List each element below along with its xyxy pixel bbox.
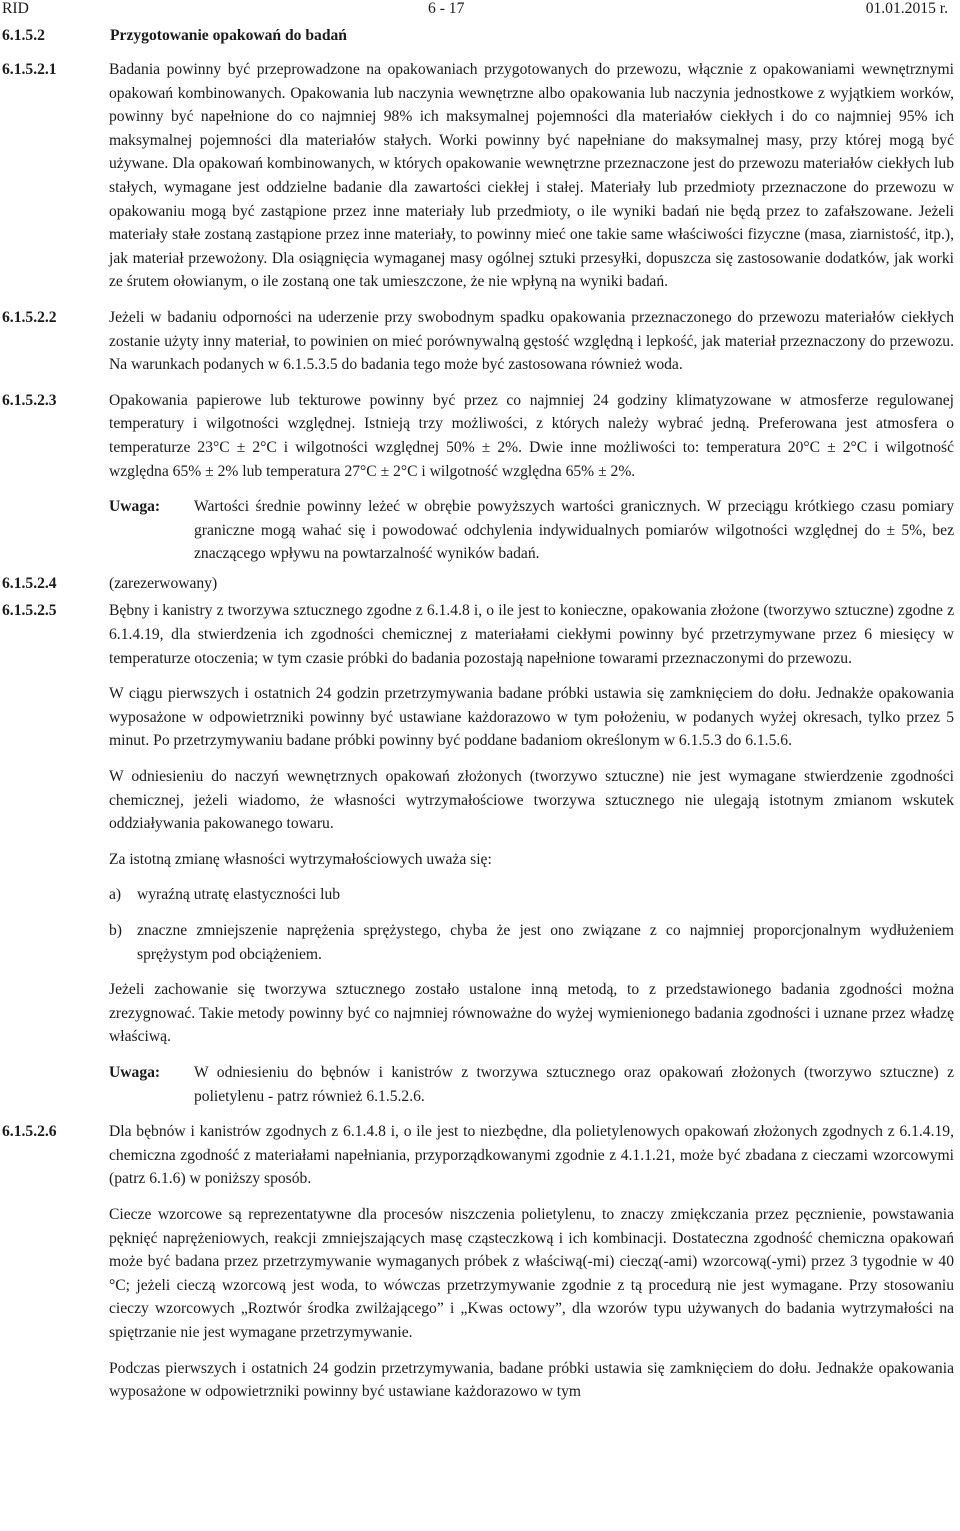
paragraph: Jeżeli zachowanie się tworzywa sztucznego zostało ustalone inną metodą, to z przedstawionego badania zgodności można zrezygnować. Takie metody powinny być co najmniej równoważne do wyżej wymienionego badania zgodności i uznane przez władzę właściwą. <box>109 981 954 1046</box>
document-body <box>0 58 960 1404</box>
list-text: wyraźną utratę elastyczności lub <box>137 886 341 904</box>
paragraph: Jeżeli w badaniu odporności na uderzenie przy swobodnym spadku opakowania przeznaczonego do przewozu materiałów ciekłych zostanie użyty inny materiał, to powinien on mieć porównywalną gęstość względną i lepkość, jak materiał przeznaczony do przewozu. Na warunkach podanych w 6.1.5.3.5 do badania tego może być zastosowana również woda. <box>109 308 954 374</box>
paragraph: Bębny i kanistry z tworzywa sztucznego zgodne z 6.1.4.8 i, o ile jest to konieczne, opakowania złożone (tworzywo sztuczne) zgodne z 6.1.4.19, dla stwierdzenia ich zgodności chemicznej z materiałami ciekłymi powinny być przetrzymywane przez 6 miesięcy w temperaturze otoczenia; w tym czasie próbki do badania pozostają napełnione towarami przeznaczonymi do przewozu. <box>109 602 954 667</box>
paragraph: W ciągu pierwszych i ostatnich 24 godzin przetrzymywania badane próbki ustawia się zamknięciem do dołu. Jednakże opakowania wyposażone w odpowietrzniki powinny być ustawiane każdorazowo w tym położeniu, w podanych wyżej okresach, tylko przez 5 minut. Po przetrzymywaniu badane próbki powinny być poddane badaniom określonym w 6.1.5.3 do 6.1.5.6. <box>109 685 954 750</box>
note-text: W odniesieniu do bębnów i kanistrów z tworzywa sztucznego oraz opakowań złożonych (tworzywo sztuczne) z polietylenu - patrz również 6.1.5.2.6. <box>194 1063 954 1105</box>
note <box>109 1061 954 1108</box>
paragraph: (zarezerwowany) <box>109 574 218 592</box>
note-label: Uwaga: <box>109 1063 161 1081</box>
list-item <box>109 919 954 966</box>
paragraph: Podczas pierwszych i ostatnich 24 godzin przetrzymywania, badane próbki ustawia się zamknięciem do dołu. Jednakże opakowania wyposażone w odpowietrzniki powinny być ustawiane każdorazowo w tym <box>109 1359 954 1401</box>
section-number: 6.1.5.2.4 <box>2 574 57 592</box>
section-6-1-5-2-1 <box>0 58 960 294</box>
list-marker: a) <box>109 886 122 904</box>
list-item <box>109 883 954 907</box>
header-date: 01.01.2015 r. <box>865 0 948 17</box>
note <box>109 495 954 566</box>
list-marker: b) <box>109 922 122 939</box>
section-6-1-5-2-6 <box>0 1120 960 1404</box>
section-heading-number: 6.1.5.2 <box>2 27 45 44</box>
section-number: 6.1.5.2.3 <box>2 391 57 409</box>
paragraph: Dla bębnów i kanistrów zgodnych z 6.1.4.8 i, o ile jest to niezbędne, dla polietylenowych opakowań złożonych zgodnych z 6.1.4.19, chemiczna zgodność z materiałami napełniania, przyporządkowanymi zgodnie z 4.1.1.21, może być zbadana z cieczami wzorcowymi (patrz 6.1.6) w poniższy sposób. <box>109 1123 954 1188</box>
note-text: Wartości średnie powinny leżeć w obrębie powyższych wartości granicznych. W przeciągu krótkiego czasu pomiary graniczne mogą wahać się i powodować odchylenia indywidualnych pomiarów wilgotności względnej do ± 5%, bez znaczącego wpływu na powtarzalność wyników badań. <box>194 498 954 563</box>
section-6-1-5-2-2 <box>0 306 960 377</box>
section-6-1-5-2-5 <box>0 599 960 1108</box>
section-number: 6.1.5.2.6 <box>2 1123 57 1141</box>
paragraph: Ciecze wzorcowe są reprezentatywne dla procesów niszczenia polietylenu, to znaczy zmiękczania przez pęcznienie, powstawania pęknięć naprężeniowych, reakcji zmniejszających masę cząsteczkową i ich kombinacji. Dostateczna zgodność chemiczna opakowań może być badana przez przetrzymywanie wymaganych próbek z właściwą(-mi) cieczą(-ami) wzorcową(-ymi) przez 3 tygodnie w 40 °C; jeżeli cieczą wzorcową jest woda, to wówczas przetrzymywanie zgodnie z tą procedurą nie jest wymagane. Przy stosowaniu cieczy wzorcowych „Roztwór środka zwilżającego” i „Kwas octowy”, dla wzorów typu używanych do badania wytrzymałości na spiętrzanie nie jest wymagane przetrzymywanie. <box>109 1205 954 1341</box>
paragraph: Za istotną zmianę własności wytrzymałościowych uważa się: <box>109 850 492 868</box>
list-text: znaczne zmniejszenie naprężenia sprężystego, chyba że jest ono związane z co najmniej proporcjonalnym wydłużeniem sprężystym pod obciążeniem. <box>137 922 954 963</box>
header-left: RID <box>2 0 29 17</box>
section-number: 6.1.5.2.1 <box>2 61 57 78</box>
paragraph: Badania powinny być przeprowadzone na opakowaniach przygotowanych do przewozu, włącznie z opakowaniami wewnętrznymi opakowań kombinowanych. Opakowania lub naczynia wewnętrzne albo opakowania lub naczynia jednostkowe z wyjątkiem worków, powinny być napełnione do co najmniej 98% ich maksymalnej pojemności dla materiałów ciekłych i do co najmniej 95% ich maksymalnej pojemności dla materiałów stałych. Worki powinny być napełniane do maksymalnej masy, przy której mogą być używane. Dla opakowań kombinowanych, w których opakowanie wewnętrzne przeznaczone jest do przewozu materiałów ciekłych lub stałych, wymagane jest oddzielne badanie dla zawartości ciekłej i stałej. Materiały lub przedmioty przeznaczone do przewozu w opakowaniu mogą być zastąpione przez inne materiały lub przedmioty, o ile wyniki badań nie będą przez to zafałszowane. Jeżeli materiały stałe zostaną zastąpione przez inne materiały, to powinny mieć one takie same właściwości fizyczne (masa, ziarnistość, itp.), jak materiał przewożony. Dla osiągnięcia wymaganej masy ogólnej sztuki przesyłki, dopuszcza się zastosowanie dodatków, jak worki ze śrutem ołowianym, o ile zostaną one tak umieszczone, że nie wpłyną na wyniki badań. <box>109 61 954 291</box>
page-header <box>0 0 960 24</box>
page-number: 6 - 17 <box>428 0 465 17</box>
paragraph: W odniesieniu do naczyń wewnętrznych opakowań złożonych (tworzywo sztuczne) nie jest wymagane stwierdzenie zgodności chemicznej, jeżeli wiadomo, że własności wytrzymałościowe tworzywa sztucznego nie ulegają istotnym zmianom wskutek oddziaływania pakowanego towaru. <box>109 768 954 833</box>
section-number: 6.1.5.2.5 <box>2 602 57 620</box>
note-label: Uwaga: <box>109 498 161 516</box>
section-6-1-5-2-4 <box>0 572 960 596</box>
paragraph: Opakowania papierowe lub tekturowe powinny być przez co najmniej 24 godziny klimatyzowane w atmosferze regulowanej temperatury i wilgotności względnej. Istnieją trzy możliwości, z których należy wybrać jedną. Preferowana jest atmosfera o temperaturze 23°C ± 2°C i wilgotności względnej 50% ± 2%. Dwie inne możliwości to: temperatura 20°C ± 2°C i wilgotność względna 65% ± 2% lub temperatura 27°C ± 2°C i wilgotność względna 65% ± 2%. <box>109 391 954 480</box>
section-number: 6.1.5.2.2 <box>2 308 57 326</box>
section-heading-title: Przygotowanie opakowań do badań <box>110 27 347 44</box>
criteria-list <box>109 883 954 966</box>
section-6-1-5-2-3 <box>0 389 960 566</box>
